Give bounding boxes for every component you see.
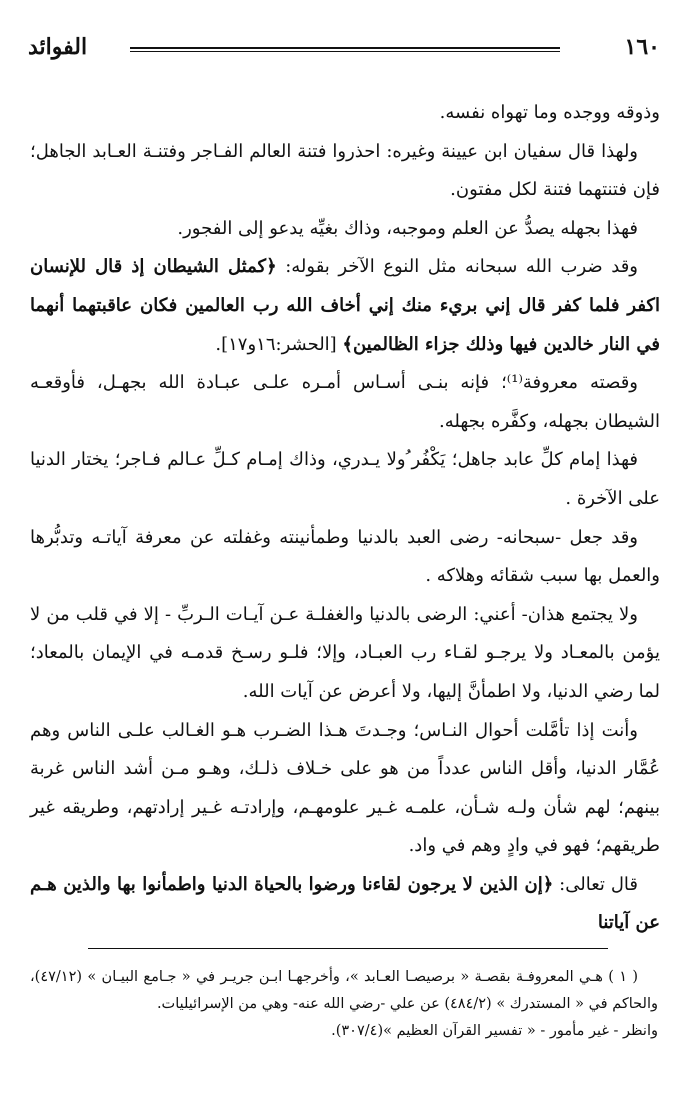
paragraph-3: فهذا بجهله يصدُّ عن العلم وموجبه، وذاك بغيِّه يدعو إلى الفجور. [177, 217, 638, 239]
footnote-separator [88, 948, 608, 949]
main-text [30, 94, 660, 943]
header-rule [130, 47, 560, 52]
paragraph-7: وقد جعل -سبحانه- رضى العبد بالدنيا وطمأنينته وغفلته عن معرفة آياتـه وتدبُّرها والعمل بها سبب شقائه وهلاكه . [30, 526, 660, 587]
paragraph-1: وذوقه ووجده وما تهواه نفسه. [439, 102, 660, 123]
page-header [28, 30, 660, 70]
page-number: ١٦٠ [624, 34, 660, 60]
paragraph-6: فهذا إمام كلِّ عابد جاهل؛ يَكْفُر ُولا يـدري، وذاك إمـام كـلِّ عـالم فـاجر؛ يختار الدنيا على الآخرة . [30, 449, 660, 509]
footnote-1: ( ١ ) هـي المعروفـة بقصـة « برصيصـا العـابد »، وأخرجهـا ابـن جريـر في « جـامع البيـان » (٤٧/١٢)، والحاكم في « المستدرك » (٤٨٤/٢) عن علي -رضي الله عنه- وهي من الإسرائيليات. [30, 969, 658, 1012]
verse-citation: [الحشر:١٦و١٧]. [215, 333, 343, 355]
footnote-1-continued: وانظر - غير مأمور - « تفسير القرآن العظيم »(٣٠٧/٤). [331, 1023, 658, 1039]
footnotes [30, 964, 658, 1045]
paragraph-8: ولا يجتمع هذان- أعني: الرضى بالدنيا والغفلـة عـن آيـات الـربِّ - إلا في قلب من لا يؤمن بالمعـاد ولا يرجـو لقـاء رب العبـاد، وإلا؛ فلـو رسـخ قدمـه في الإيمان بالمعاد؛ لما رضي الدنيا، ولا اطمأنَّ إليها، ولا أعرض عن آيات الله. [30, 603, 660, 702]
paragraph-2: ولهذا قال سفيان ابن عيينة وغيره: احذروا فتنة العالم الفـاجر وفتنـة العـابد الجاهل؛ فإن فتنتهما فتنة لكل مفتون. [30, 140, 660, 201]
quran-verse-yunus: ﴿إن الذين لا يرجون لقاءنا ورضوا بالحياة الدنيا واطمأنوا بها والذين هـم عن آياتنا [30, 873, 660, 934]
paragraph-10 [30, 866, 660, 943]
paragraph-5: وقصته معروفة⁽¹⁾؛ فإنه بنـى أسـاس أمـره علـى عبـادة الله بجهـل، فأوقعـه الشيطان بجهله، وكفَّره بجهله. [30, 372, 660, 432]
paragraph-10-intro: قال تعالى: [553, 873, 638, 895]
paragraph-4-intro: وقد ضرب الله سبحانه مثل النوع الآخر بقوله: [276, 256, 639, 278]
header-title: الفوائد [28, 34, 88, 60]
quran-verse-hashr: ﴿كمثل الشيطان إذ قال للإنسان اكفر فلما كفر قال إني بريء منك إني أخاف الله رب العالمين فكان عاقبتهما أنهما في النار خالدين فيها وذلك جزاء الظالمين﴾ [30, 256, 660, 355]
paragraph-9: وأنت إذا تأمَّلت أحوال النـاس؛ وجـدتَ هـذا الضـرب هـو الغـالب علـى الناس وهم عُمَّار الدنيا، وأقل الناس عدداً من هو على خـلاف ذلـك، وهـو مـن أشد الناس غربة بينهم؛ لهم شأن ولـه شـأن، علمـه غـير علومهـم، وإرادتـه غـير إرادتهم، وطريقه غير طريقهم؛ فهو في وادٍ وهم في واد. [30, 719, 660, 857]
paragraph-4 [30, 248, 660, 364]
